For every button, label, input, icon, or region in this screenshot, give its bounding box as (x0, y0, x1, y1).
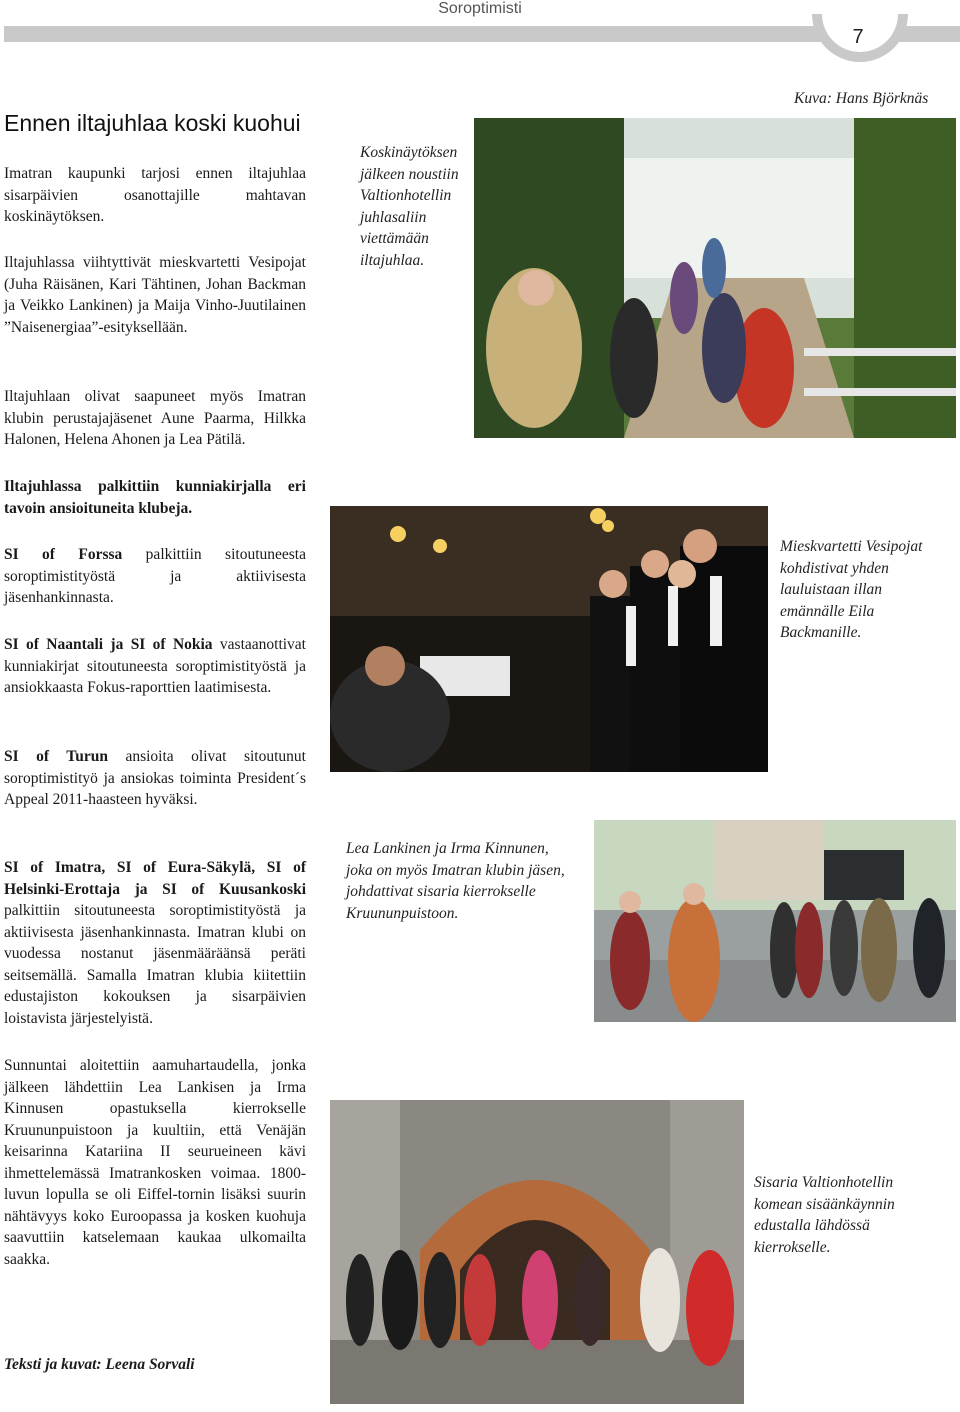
paragraph-5-text: palkittiin sitoutuneesta soroptimistityöstä ja aktiivisesta jäsenhankinnasta. (4, 546, 306, 606)
club-name: SI of Forssa (4, 546, 123, 563)
paragraph-8 (4, 857, 306, 1029)
caption-guides: Lea Lankinen ja Irma Kinnunen, joka on myös Imatran klubin jäsen, johdattivat sisaria kierrokselle Kruununpuistoon. (346, 840, 565, 922)
paragraph-5 (4, 544, 306, 609)
paragraph-9: Sunnuntai aloitettiin aamuhartaudella, jonka jälkeen lähdettiin Lea Lankisen ja Irma Kinnusen opastuksella kierrokselle Kruununpuistoon ja kuultiin, että Venäjän keisarinna Katariina II seurueineen kävi ihmettelemässä Imatrankosken voimaa. 1800-luvun lopulla se oli Eiffel-tornin lisäksi suurin nähtävyys koko Euroopassa ja kosken kuohuja saavuttiin katselemaan kaukaa ulkomailta saakka. (4, 1057, 306, 1268)
paragraph-6 (4, 634, 306, 699)
paragraph-7 (4, 746, 306, 811)
caption-quartet: Mieskvartetti Vesipojat kohdistivat yhden lauluistaan illan emännälle Eila Backmanille. (780, 538, 923, 641)
page-number: 7 (852, 26, 864, 48)
paragraph-2: Iltajuhlassa viihtyttivät mieskvartetti Vesipojat (Juha Räisänen, Kari Tähtinen, Johan Backman ja Veikko Lankinen) ja Maija Vinho-Juutilainen ”Naisenergiaa”-esityksellään. (4, 254, 306, 336)
photo-hotel-entrance-image (330, 1100, 744, 1404)
club-name: SI of Naantali ja SI of Nokia (4, 636, 213, 653)
club-name: SI of Imatra, SI of Eura-Säkylä, SI of Helsinki-Erottaja ja SI of Kuusankoski (4, 859, 306, 898)
paragraph-1: Imatran kaupunki tarjosi ennen iltajuhlaa sisarpäivien osanottajille mahtavan koskinäytöksen. (4, 165, 306, 225)
caption-entrance: Sisaria Valtionhotellin komean sisäänkäynnin edustalla lähdössä kierrokselle. (754, 1174, 895, 1256)
photo-rapids-walkway (474, 118, 956, 438)
photo-quartet (330, 506, 768, 772)
publication-title: Soroptimisti (438, 0, 522, 17)
author-credit: Teksti ja kuvat: Leena Sorvali (4, 1356, 195, 1373)
photo-credit: Kuva: Hans Björknäs (794, 90, 929, 107)
caption-rapids: Koskinäytöksen jälkeen noustiin Valtionhotellin juhlasaliin viettämään iltajuhlaa. (360, 144, 459, 269)
photo-guides-image (594, 820, 956, 1022)
photo-hotel-entrance (330, 1100, 744, 1404)
paragraph-3: Iltajuhlaan olivat saapuneet myös Imatran klubin perustajajäsenet Aune Paarma, Hilkka Halonen, Helena Ahonen ja Lea Pätilä. (4, 388, 306, 448)
photo-quartet-image (330, 506, 768, 772)
paragraph-7-text: ansioita olivat sitoutunut soroptimistityö ja ansiokas toiminta President´s Appeal 2011-haasteen hyväksi. (4, 748, 306, 808)
photo-rapids-walkway-image (474, 118, 956, 438)
paragraph-6-text: vastaanottivat kunniakirjat sitoutuneesta soroptimistityöstä ja ansiokkaasta Fokus-raporttien laatimisesta. (4, 636, 306, 696)
club-name: SI of Turun (4, 748, 108, 765)
paragraph-4: Iltajuhlassa palkittiin kunniakirjalla eri tavoin ansioituneita klubeja. (4, 478, 306, 517)
photo-guides (594, 820, 956, 1022)
paragraph-8-text: palkittiin sitoutuneesta soroptimistityöstä ja aktiivisesta jäsenhankinnasta. Imatran klubi on vuodessa nostanut jäsenmääräänsä peräti seitsemällä. Samalla Imatran klubia kiitettiin edustajiston kokouksen ja sisarpäivien loistavista järjestelyistä. (4, 902, 306, 1027)
article-headline: Ennen iltajuhlaa koski kuohui (4, 110, 301, 136)
